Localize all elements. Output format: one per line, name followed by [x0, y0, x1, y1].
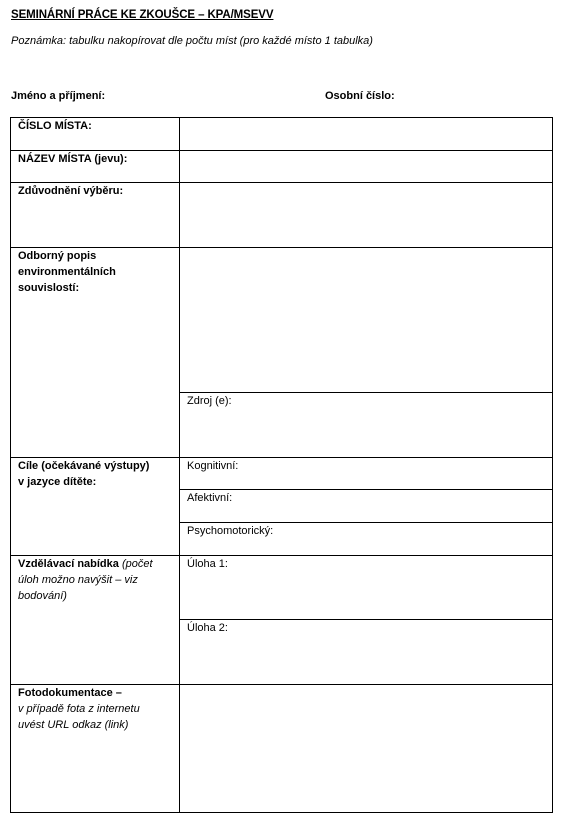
label-italic: v případě fota z internetu — [18, 703, 140, 715]
education-offer-label — [18, 556, 168, 604]
label-italic: uvést URL odkaz (link) — [18, 719, 129, 731]
subrow-separator — [179, 619, 553, 620]
table-border-bottom — [10, 812, 553, 813]
photo-documentation-label — [18, 685, 168, 733]
label-line: Cíle (očekávané výstupy) — [18, 460, 150, 472]
label-line: Odborný popis — [18, 250, 97, 262]
label-line: v jazyce dítěte: — [18, 476, 97, 488]
note-text: Poznámka: tabulku nakopírovat dle počtu míst (pro každé místo 1 tabulka) — [11, 35, 373, 47]
subrow-separator — [179, 392, 553, 393]
student-number-label: Osobní číslo: — [325, 90, 395, 102]
subrow-separator — [179, 489, 553, 490]
task-1-label: Úloha 1: — [187, 558, 228, 570]
label-bold: Vzdělávací nabídka — [18, 558, 119, 570]
label-italic: (počet — [118, 558, 153, 570]
selection-reason-label: Zdůvodnění výběru: — [18, 185, 124, 197]
affective-label: Afektivní: — [187, 492, 233, 504]
name-label: Jméno a příjmení: — [11, 90, 106, 102]
place-number-label: ČÍSLO MÍSTA: — [18, 120, 92, 132]
place-name-label: NÁZEV MÍSTA (jevu): — [18, 153, 128, 165]
page-title: SEMINÁRNÍ PRÁCE KE ZKOUŠCE – KPA/MSEVV — [11, 9, 274, 21]
label-line: souvislostí: — [18, 282, 80, 294]
professional-description-label — [18, 248, 168, 296]
table-border-right — [552, 117, 553, 813]
label-line: environmentálních — [18, 266, 116, 278]
column-divider — [179, 117, 180, 813]
form-table — [10, 117, 553, 813]
label-italic: bodování) — [18, 590, 67, 602]
source-label: Zdroj (e): — [187, 395, 232, 407]
table-border-left — [10, 117, 11, 813]
label-bold: Fotodokumentace – — [18, 687, 122, 699]
cognitive-label: Kognitivní: — [187, 460, 239, 472]
psychomotor-label: Psychomotorický: — [187, 525, 274, 537]
label-italic: úloh možno navýšit – viz — [18, 574, 138, 586]
goals-label — [18, 458, 168, 490]
task-2-label: Úloha 2: — [187, 622, 228, 634]
